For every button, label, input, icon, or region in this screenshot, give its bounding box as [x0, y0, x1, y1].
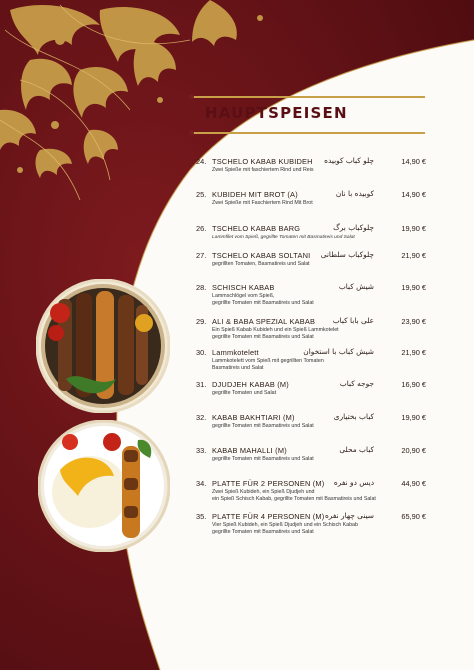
item-name-farsi: چلوکباب سلطانی	[320, 250, 374, 259]
item-description-line: Zwei Spieße mit faschiertem Rind und Reis	[212, 167, 314, 173]
item-name: TSCHELO KABAB KUBIDEH	[212, 157, 313, 166]
item-name-farsi: شیش کباب با استخوان	[303, 347, 374, 356]
item-name-farsi: سینی چهار نفره	[324, 511, 374, 520]
section-title: HAUPTSPEISEN	[205, 104, 348, 122]
item-description-line: gegrillte Tomaten mit Basmatireis und Salat	[212, 529, 314, 535]
item-price: 65,90 €	[401, 512, 426, 521]
item-description	[212, 489, 432, 503]
item-number: 30.	[196, 348, 207, 357]
title-rule-top	[193, 96, 425, 98]
item-price: 20,90 €	[401, 446, 426, 455]
item-number: 28.	[196, 283, 207, 292]
item-price: 21,90 €	[401, 251, 426, 260]
item-description-line: ein Spieß Schisch Kabab, gegrillte Tomaten mit Basmatireis und Salat	[212, 496, 376, 502]
item-description-line: Lammfilet vom Spieß, gegrillte Tomaten mit Basmatireis und Salat	[212, 235, 355, 240]
item-price: 19,90 €	[401, 283, 426, 292]
item-name: TSCHELO KABAB BARG	[212, 224, 301, 233]
item-name: PLATTE FÜR 2 PERSONEN (M)	[212, 479, 325, 488]
item-name: TSCHELO KABAB SOLTANI	[212, 251, 311, 260]
item-number: 35.	[196, 512, 207, 521]
item-description-line: Lammkotelett vom Spieß mit gegrillten Tomaten	[212, 358, 324, 364]
item-name: Lammkotelett	[212, 348, 259, 357]
item-number: 34.	[196, 479, 207, 488]
item-description-line: gegrillte Tomaten mit Basmatireis und Salat	[212, 334, 314, 340]
item-name-farsi: کباب بختیاری	[333, 412, 374, 421]
item-description	[212, 261, 432, 268]
item-description	[212, 522, 432, 536]
item-number: 33.	[196, 446, 207, 455]
item-name: SCHISCH KABAB	[212, 283, 275, 292]
item-description	[212, 167, 432, 174]
item-description-line: gegrillte Tomaten mit Basmatireis und Salat	[212, 423, 314, 429]
item-description	[212, 293, 432, 307]
item-description-line: gegrillten Tomaten, Basmatireis und Salat	[212, 261, 310, 267]
item-description-line: Lammschlögel vom Spieß,	[212, 293, 275, 299]
item-description-line: gegrillte Tomaten und Salat	[212, 390, 277, 396]
item-description	[212, 358, 432, 372]
item-description	[212, 423, 432, 430]
item-name: DJUDJEH KABAB (M)	[212, 380, 289, 389]
item-name-farsi: کوبیده با نان	[335, 189, 374, 198]
item-name: KABAB MAHALLI (M)	[212, 446, 287, 455]
item-name-farsi: علی بابا کباب	[332, 316, 374, 325]
title-rule-bottom	[193, 132, 425, 134]
item-price: 19,90 €	[401, 224, 426, 233]
item-name-farsi: چلوکباب برگ	[333, 223, 374, 232]
item-number: 26.	[196, 224, 207, 233]
item-price: 19,90 €	[401, 413, 426, 422]
item-name-farsi: کباب محلی	[339, 445, 374, 454]
item-description	[212, 327, 432, 341]
item-name-farsi: شیش کباب	[338, 282, 374, 291]
item-name-farsi: جوجه کباب	[339, 379, 374, 388]
item-number: 32.	[196, 413, 207, 422]
item-description-line: Zwei Spieße mit Faschiertem Rind Mit Brot	[212, 200, 313, 206]
item-name: KABAB BAKHTIARI (M)	[212, 413, 295, 422]
item-price: 14,90 €	[401, 190, 426, 199]
item-description-line: Ein Spieß Kabab Kubideh und ein Spieß Lammkotelet	[212, 327, 339, 333]
item-number: 24.	[196, 157, 207, 166]
item-number: 25.	[196, 190, 207, 199]
item-price: 16,90 €	[401, 380, 426, 389]
item-description	[212, 456, 432, 463]
item-name-farsi: چلو کباب کوبیده	[324, 156, 374, 165]
item-description-line: gegrillte Tomaten mit Basmatireis und Salat	[212, 456, 314, 462]
item-description-line: Vier Spieß Kubideh, ein Spieß Djudjeh und ein Schisch Kabab	[212, 522, 358, 528]
item-name-farsi: دیس دو نفره	[333, 478, 374, 487]
item-number: 29.	[196, 317, 207, 326]
item-number: 31.	[196, 380, 207, 389]
item-description	[212, 200, 432, 207]
item-name: PLATTE FÜR 4 PERSONEN (M)	[212, 512, 325, 521]
rice-kebab-photo	[38, 420, 170, 552]
kebab-photo	[36, 279, 170, 413]
item-name: KUBIDEH MIT BROT (A)	[212, 190, 298, 199]
item-price: 21,90 €	[401, 348, 426, 357]
item-description	[212, 234, 432, 241]
item-price: 44,90 €	[401, 479, 426, 488]
item-description-line: Zwei Spieß Kubideh, ein Spieß Djudjeh und	[212, 489, 315, 495]
item-name: ALI & BABA SPEZIAL KABAB	[212, 317, 316, 326]
item-number: 27.	[196, 251, 207, 260]
item-description-line: gegrillte Tomaten mit Basmatireis und Salat	[212, 300, 314, 306]
item-price: 23,90 €	[401, 317, 426, 326]
item-description-line: Basmatireis und Salat	[212, 365, 264, 371]
item-description	[212, 390, 432, 397]
item-price: 14,90 €	[401, 157, 426, 166]
